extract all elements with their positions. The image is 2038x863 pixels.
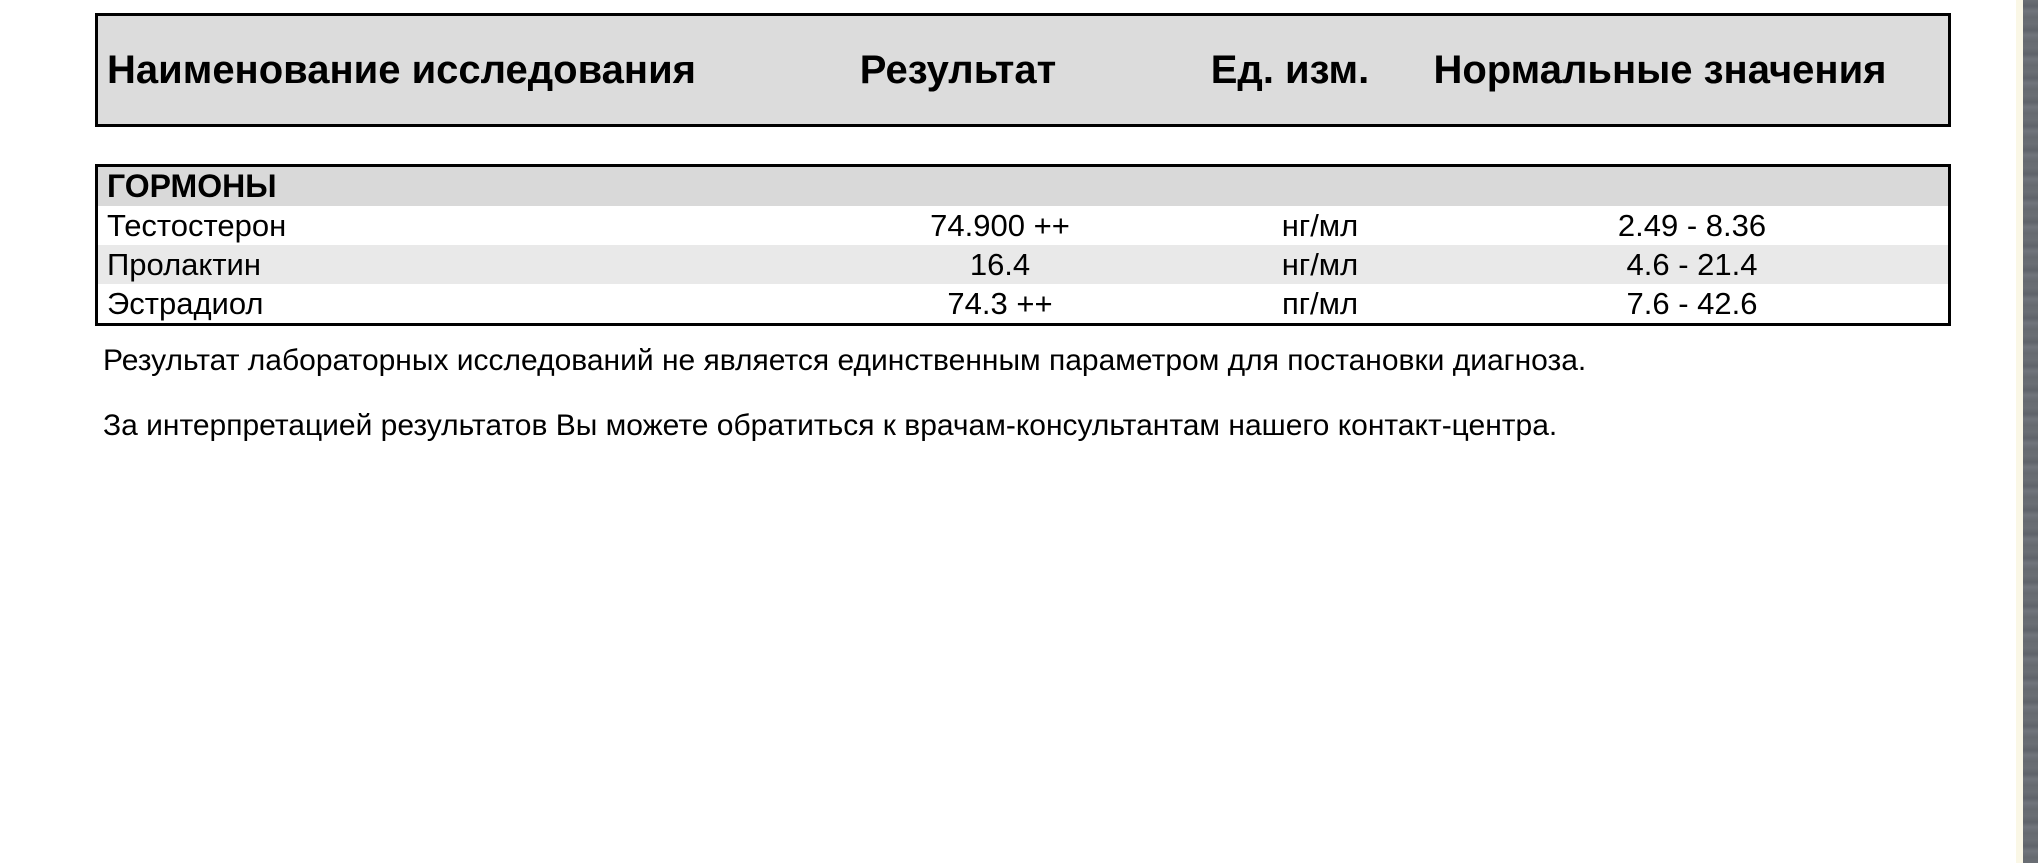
column-header-result: Результат: [859, 47, 1057, 92]
units-cell: нг/мл: [1281, 246, 1359, 282]
test-name-cell: Пролактин: [107, 246, 261, 282]
section-title: ГОРМОНЫ: [107, 168, 277, 204]
interpretation-note: За интерпретацией результатов Вы можете обратиться к врачам-консультантам нашего контакт-центра.: [103, 409, 1558, 442]
normal-range-cell: 7.6 - 42.6: [1626, 285, 1758, 321]
table-row: [98, 245, 1948, 284]
units-cell: пг/мл: [1281, 285, 1359, 321]
result-cell: 16.4: [969, 246, 1031, 282]
result-cell: 74.3 ++: [947, 285, 1053, 321]
units-cell: нг/мл: [1281, 207, 1359, 243]
results-table: [95, 164, 1951, 326]
table-row: [98, 206, 1948, 245]
normal-range-cell: 4.6 - 21.4: [1626, 246, 1758, 282]
section-header-row: [98, 167, 1948, 206]
right-edge-strip: [2023, 0, 2038, 863]
test-name-cell: Тестостерон: [107, 207, 287, 243]
column-header-normal-values: Нормальные значения: [1433, 47, 1887, 92]
test-name-cell: Эстрадиол: [107, 285, 264, 321]
table-row: [98, 284, 1948, 323]
column-header-test-name: Наименование исследования: [107, 47, 697, 92]
normal-range-cell: 2.49 - 8.36: [1617, 207, 1767, 243]
result-cell: 74.900 ++: [930, 207, 1070, 243]
results-header-table: [95, 13, 1951, 127]
column-header-units: Ед. изм.: [1210, 47, 1370, 92]
page-edge-highlight: [2016, 0, 2023, 863]
disclaimer-text: Результат лабораторных исследований не является единственным параметром для постановки диагноза.: [103, 344, 1587, 377]
